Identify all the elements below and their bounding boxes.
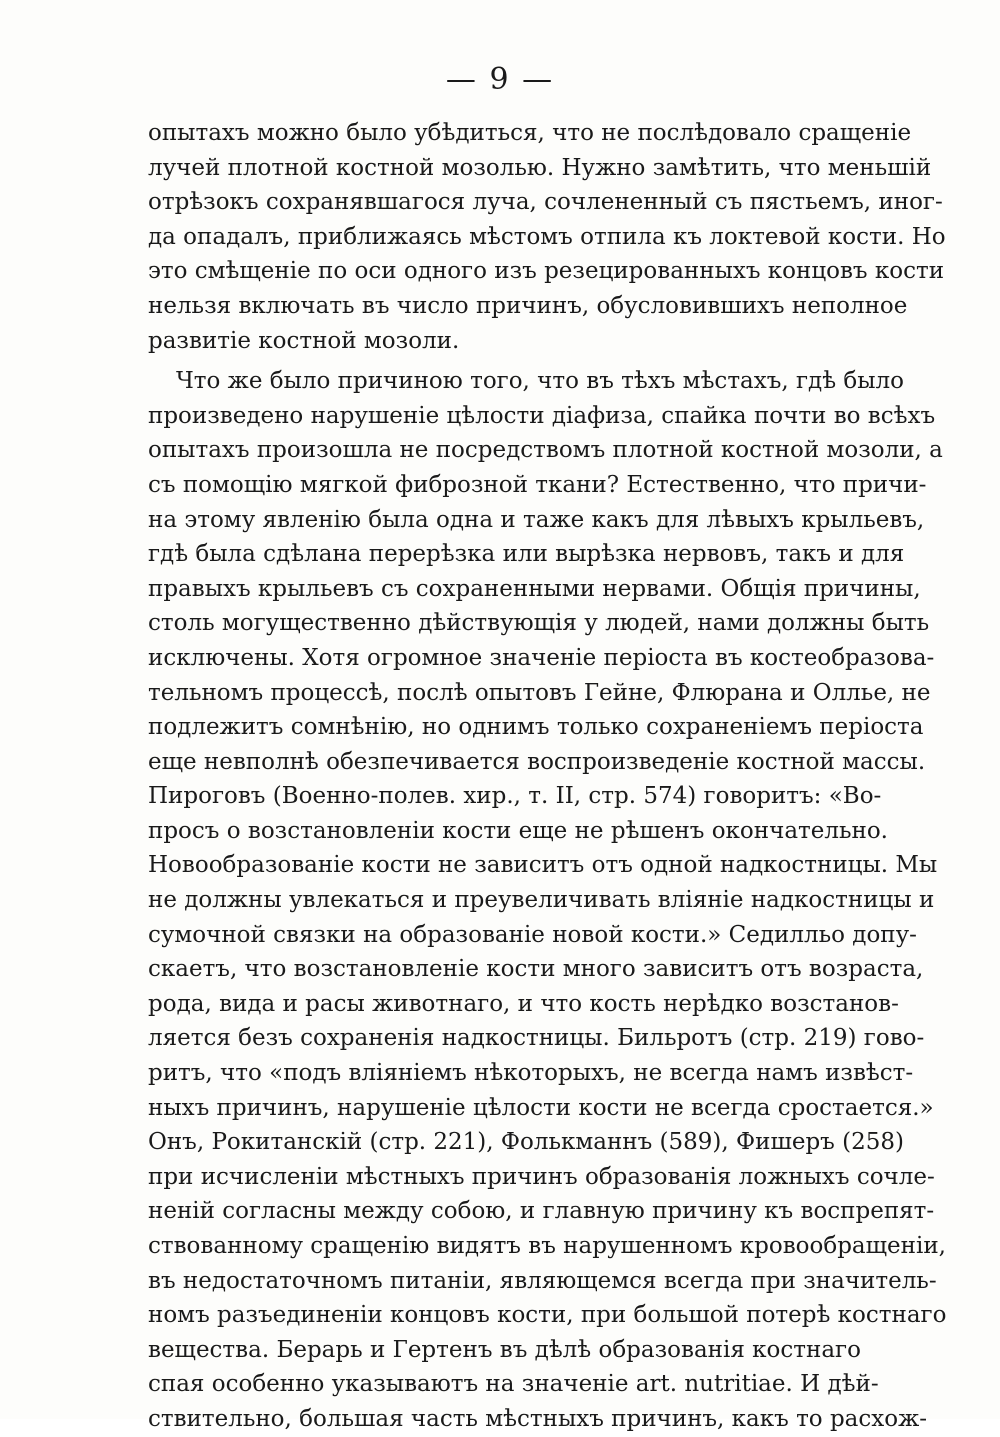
text-line: правыхъ крыльевъ съ сохраненными нервами. Общія причины, (148, 575, 921, 602)
text-line: номъ разъединеніи концовъ кости, при большой потерѣ костнаго (148, 1302, 947, 1329)
text-line: неній согласны между собою, и главную причину къ воспрепят- (148, 1198, 935, 1225)
text-line: спая особенно указываютъ на значеніе art. nutritiae. И дѣй- (148, 1371, 879, 1398)
text-line: вещества. Берарь и Гертенъ въ дѣлѣ образованія костнаго (148, 1336, 861, 1363)
text-line: ствованному сращенію видятъ въ нарушенномъ кровообращеніи, (148, 1233, 946, 1259)
text-line: опытахъ можно было убѣдиться, что не послѣдовало сращеніе (148, 120, 912, 146)
text-line: еще невполнѣ обезпечивается воспроизведеніе костной массы. (148, 748, 926, 775)
text-line: сумочной связки на образованіе новой кости.» Седилльо допу- (148, 921, 917, 948)
text-line: исключены. Хотя огромное значеніе періоста въ костеобразова- (148, 644, 935, 671)
paragraph-2 (148, 364, 947, 1436)
text-line: въ недостаточномъ питаніи, являющемся всегда при значитель- (148, 1267, 937, 1294)
text-line: ныхъ причинъ, нарушеніе цѣлости кости не всегда сростается.» (148, 1094, 934, 1121)
text-line: столь могущественно дѣйствующія у людей, нами должны быть (148, 610, 930, 637)
text-line: опытахъ произошла не посредствомъ плотной костной мозоли, а (148, 437, 943, 464)
text-line: на этому явленію была одна и таже какъ для лѣвыхъ крыльевъ, (148, 506, 925, 533)
text-line: лучей плотной костной мозолью. Нужно замѣтить, что меньшій (148, 154, 932, 181)
text-line: отрѣзокъ сохранявшагося луча, сочлененный съ пястьемъ, иног- (148, 189, 943, 216)
text-line: произведено нарушеніе цѣлости діафиза, спайка почти во всѣхъ (148, 402, 936, 429)
text-line: просъ о возстановленіи кости еще не рѣшенъ окончательно. (148, 817, 888, 844)
text-line: не должны увлекаться и преувеличивать вліяніе надкостницы и (148, 887, 935, 914)
text-line: ствительно, большая часть мѣстныхъ причинъ, какъ то расхож- (148, 1405, 928, 1432)
text-line: Пироговъ (Военно-полев. хир., т. II, стр. 574) говоритъ: «Во- (148, 783, 882, 810)
text-line: Новообразованіе кости не зависитъ отъ одной надкостницы. Мы (148, 852, 938, 879)
text-line: Онъ, Рокитанскій (стр. 221), Фолькманнъ (589), Фишеръ (258) (148, 1129, 904, 1156)
text-line: гдѣ была сдѣлана перерѣзка или вырѣзка нервовъ, такъ и для (148, 541, 905, 568)
text-line: развитіе костной мозоли. (148, 327, 460, 354)
text-line: да опадалъ, приближаясь мѣстомъ отпила къ локтевой кости. Но (148, 223, 946, 250)
text-line: ритъ, что «подъ вліяніемъ нѣкоторыхъ, не всегда намъ извѣст- (148, 1060, 914, 1087)
text-line: съ помощію мягкой фиброзной ткани? Естественно, что причи- (148, 471, 927, 498)
text-line: подлежитъ сомнѣнію, но однимъ только сохраненіемъ періоста (148, 714, 924, 741)
paragraph-1 (148, 116, 946, 358)
page-number: — 9 — (445, 62, 555, 97)
text-line: ляется безъ сохраненія надкостницы. Бильротъ (стр. 219) гово- (148, 1025, 925, 1052)
text-line: рода, вида и расы животнаго, и что кость нерѣдко возстанов- (148, 990, 899, 1017)
text-line: тельномъ процессѣ, послѣ опытовъ Гейне, Флюрана и Оллье, не (148, 679, 931, 706)
text-line: скаетъ, что возстановленіе кости много зависитъ отъ возраста, (148, 956, 924, 983)
body-text (148, 116, 947, 1437)
text-line: это смѣщеніе по оси одного изъ резецированныхъ концовъ кости (148, 258, 945, 285)
text-line: Что же было причиною того, что въ тѣхъ мѣстахъ, гдѣ было (176, 368, 904, 395)
text-line: при исчисленіи мѣстныхъ причинъ образованія ложныхъ сочле- (148, 1163, 935, 1190)
text-line: нельзя включать въ число причинъ, обусловившихъ неполное (148, 292, 908, 319)
